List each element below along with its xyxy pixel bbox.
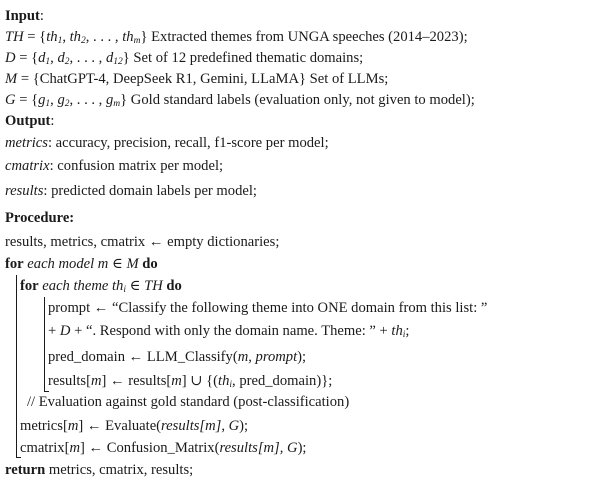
input-g-line bbox=[5, 89, 475, 111]
g-symbol: G bbox=[5, 92, 16, 108]
d-elem-1: d bbox=[38, 50, 46, 66]
th-elem-m: th bbox=[122, 29, 134, 45]
res-m-2: m bbox=[171, 373, 182, 389]
th-description: Extracted themes from UNGA speeches (2014–2023); bbox=[147, 29, 468, 45]
cmatrix-close: ); bbox=[297, 440, 307, 456]
input-th-line bbox=[5, 26, 468, 48]
th-close: } bbox=[140, 29, 148, 45]
d-comma: , bbox=[50, 50, 58, 66]
prompt-theme-sub: i bbox=[402, 330, 406, 340]
metrics-line bbox=[20, 415, 248, 437]
do-keyword-inner: do bbox=[166, 278, 182, 294]
d-sub-2: 2 bbox=[64, 57, 70, 67]
inner-loop-rule bbox=[44, 297, 45, 392]
g-sub-2: 2 bbox=[64, 99, 70, 109]
th-sub-m: m bbox=[133, 36, 141, 46]
d-sub-12: 12 bbox=[113, 57, 123, 67]
input-heading bbox=[5, 5, 44, 27]
pred-close: ); bbox=[297, 349, 307, 365]
th-elem-2: th bbox=[69, 29, 81, 45]
m-eq: = { bbox=[17, 71, 40, 87]
metrics-lhs: metrics[ bbox=[20, 418, 68, 434]
output-cmatrix-line bbox=[5, 155, 223, 177]
cmatrix-line bbox=[20, 437, 306, 459]
cmatrix-name: cmatrix bbox=[5, 158, 50, 174]
d-elem-2: d bbox=[57, 50, 65, 66]
cmatrix-description: : confusion matrix per model; bbox=[49, 158, 224, 174]
prompt-statement: prompt ← “Classify the following theme into ONE domain from this list: ” bbox=[48, 300, 488, 316]
procedure-heading-text: Procedure: bbox=[5, 210, 75, 226]
g-description: Gold standard labels (evaluation only, not given to model); bbox=[127, 92, 475, 108]
for-model-line bbox=[5, 253, 158, 275]
res-m-1: m bbox=[90, 373, 102, 389]
results-name: results bbox=[5, 183, 44, 199]
m-description: Set of LLMs; bbox=[306, 71, 389, 87]
output-results-line bbox=[5, 180, 257, 202]
g-eq: = { bbox=[15, 92, 39, 108]
g-sub-1: 1 bbox=[45, 99, 51, 109]
g-elem-2: g bbox=[57, 92, 65, 108]
metrics-m: m bbox=[67, 418, 79, 434]
metrics-evaluate: ] ← Evaluate( bbox=[78, 418, 162, 434]
d-description: Set of 12 predefined thematic domains; bbox=[129, 50, 364, 66]
d-ellipsis: , . . . , bbox=[69, 50, 106, 66]
return-line bbox=[5, 459, 193, 481]
d-symbol: D bbox=[5, 50, 16, 66]
prompt-theme: th bbox=[391, 323, 403, 339]
results-update-line bbox=[48, 370, 332, 392]
th-comma: , bbox=[62, 29, 70, 45]
res-lhs: results[ bbox=[48, 373, 91, 389]
g-sub-m: m bbox=[113, 99, 121, 109]
results-description: : predicted domain labels per model; bbox=[43, 183, 257, 199]
g-elem-1: g bbox=[38, 92, 46, 108]
th-elem-1: th bbox=[46, 29, 58, 45]
evaluation-comment: // Evaluation against gold standard (post-classification) bbox=[27, 394, 350, 410]
m-symbol: M bbox=[5, 71, 18, 87]
metrics-name: metrics bbox=[5, 135, 48, 151]
return-keyword: return bbox=[5, 462, 46, 478]
g-ellipsis: , . . . , bbox=[69, 92, 106, 108]
res-theme-sub: i bbox=[229, 380, 233, 390]
g-close: } bbox=[120, 92, 128, 108]
th-sub-1: 1 bbox=[57, 36, 63, 46]
input-heading-colon: : bbox=[39, 8, 44, 24]
output-heading-text: Output bbox=[5, 113, 51, 129]
cmatrix-function: ] ← Confusion_Matrix( bbox=[79, 440, 220, 456]
pred-line bbox=[48, 346, 306, 368]
m-list: ChatGPT-4, DeepSeek R1, Gemini, LLaMA bbox=[39, 71, 299, 87]
prompt-domain-set: D bbox=[59, 323, 71, 339]
prompt-continuation: + “. Respond with only the domain name. Theme: ” + bbox=[70, 323, 392, 339]
for-theme-set: ∈ TH bbox=[125, 278, 167, 294]
output-heading bbox=[5, 110, 54, 132]
prompt-concat-plus: + bbox=[48, 323, 60, 339]
g-elem-m: g bbox=[105, 92, 114, 108]
prompt-line-2 bbox=[48, 320, 409, 342]
res-close: , pred_domain)}; bbox=[232, 373, 333, 389]
d-sub-1: 1 bbox=[45, 57, 51, 67]
th-symbol: TH bbox=[5, 29, 24, 45]
res-assign: ] ← results[ bbox=[101, 373, 172, 389]
cmatrix-m: m bbox=[69, 440, 80, 456]
metrics-args: results[m], G bbox=[161, 418, 240, 434]
res-theme: th bbox=[218, 373, 230, 389]
evaluate-rule bbox=[16, 415, 17, 458]
d-eq: = { bbox=[15, 50, 39, 66]
prompt-semicolon: ; bbox=[405, 323, 410, 339]
procedure-heading bbox=[5, 207, 74, 229]
d-close: } bbox=[122, 50, 130, 66]
output-metrics-line bbox=[5, 132, 329, 154]
pred-args: m, prompt bbox=[237, 349, 298, 365]
m-close: } bbox=[299, 71, 307, 87]
input-heading-text: Input bbox=[5, 8, 40, 24]
output-heading-colon: : bbox=[50, 113, 55, 129]
cmatrix-args: results[m], G bbox=[219, 440, 298, 456]
th-sub-2: 2 bbox=[80, 36, 86, 46]
g-comma: , bbox=[50, 92, 58, 108]
for-theme-line bbox=[20, 275, 182, 297]
do-keyword: do bbox=[142, 256, 158, 272]
cmatrix-lhs: cmatrix[ bbox=[20, 440, 70, 456]
init-statement: results, metrics, cmatrix ← empty dictionaries; bbox=[5, 234, 280, 250]
input-d-line bbox=[5, 47, 363, 69]
for-keyword-inner: for bbox=[20, 278, 39, 294]
prompt-line-1 bbox=[48, 297, 487, 319]
for-model-condition: each model m ∈ M bbox=[23, 256, 143, 272]
th-eq: = { bbox=[23, 29, 47, 45]
metrics-close: ); bbox=[239, 418, 249, 434]
th-ellipsis: , . . . , bbox=[85, 29, 123, 45]
input-m-line bbox=[5, 68, 388, 90]
for-keyword: for bbox=[5, 256, 24, 272]
comment-line bbox=[27, 391, 349, 413]
for-theme-condition: each theme th bbox=[38, 278, 124, 294]
d-elem-12: d bbox=[105, 50, 114, 66]
res-union: ] ∪ {( bbox=[181, 373, 219, 389]
metrics-description: : accuracy, precision, recall, f1-score per model; bbox=[47, 135, 329, 151]
for-theme-sub: i bbox=[123, 285, 126, 295]
return-values: metrics, cmatrix, results; bbox=[45, 462, 194, 478]
init-line bbox=[5, 231, 279, 253]
pred-statement: pred_domain ← LLM_Classify( bbox=[48, 349, 238, 365]
